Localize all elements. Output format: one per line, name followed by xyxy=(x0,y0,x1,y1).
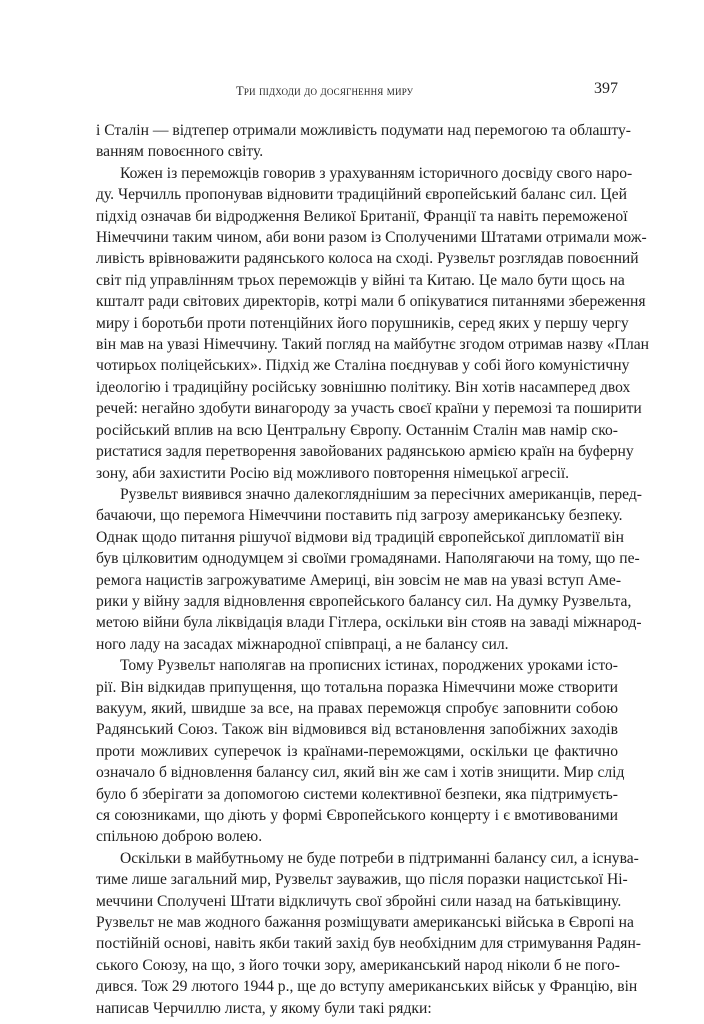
paragraph xyxy=(96,848,641,1019)
text-line: ду. Черчилль пропонував відновити традиційний європейський баланс сил. Цей xyxy=(96,186,627,204)
text-line: рики у війну задля відновлення європейського балансу сил. На думку Рузвельта, xyxy=(96,592,632,610)
text-line: означало б відновлення балансу сил, який він же сам і хотів знищити. Мир слід xyxy=(96,764,625,782)
running-title: Три підходи до досягнення миру xyxy=(236,84,414,98)
text-line: ванням повоєнного світу. xyxy=(96,143,264,161)
text-line: російський вплив на всю Центральну Європу. Останнім Сталін мав намір ско- xyxy=(96,421,618,439)
text-line: був цілковитим однодумцем зі своїми громадянами. Наполягаючи на тому, що пе- xyxy=(96,550,640,568)
text-line: ського Союзу, на що, з його точки зору, американський народ ніколи б не пого- xyxy=(96,956,620,974)
text-line: проти можливих суперечок із країнами-переможцями, оскільки це фактично xyxy=(96,742,618,760)
text-line: вакуум, який, швидше за все, на правах переможця спробує заповнити собою xyxy=(96,699,618,717)
text-line: ідеологію і традиційну російську зовнішню політику. Він хотів насамперед двох xyxy=(96,378,631,396)
text-line: меччини Сполучені Штати відкличуть свої збройні сили назад на батьківщину. xyxy=(96,892,622,910)
text-line: чотирьох поліцейських». Підхід же Сталіна поєднував у собі його комуністичну xyxy=(96,357,630,375)
text-line: світ під управлінням трьох переможців у війні та Китаю. Це мало бути щось на xyxy=(96,271,625,289)
text-line: Рузвельт виявився значно далекогляднішим за пересічних американців, перед- xyxy=(120,485,642,503)
text-line: Радянський Союз. Також він відмовився від встановлення запобіжних заходів xyxy=(96,721,618,739)
text-line: Рузвельт не мав жодного бажання розміщувати американські війська в Європі на xyxy=(96,914,634,932)
text-line: Тому Рузвельт наполягав на прописних істинах, породжених уроками істо- xyxy=(120,657,618,675)
text-line: спільною доброю волею. xyxy=(96,828,263,846)
paragraph xyxy=(96,655,625,848)
text-line: бачаючи, що перемога Німеччини поставить під загрозу американську безпеку. xyxy=(96,507,623,525)
text-line: тиме лише загальний мир, Рузвельт зауважив, що після поразки нацистської Ні- xyxy=(96,871,628,889)
text-line: миру і боротьби проти потенційних його порушників, серед яких у першу чергу xyxy=(96,314,629,332)
text-line: Кожен із переможців говорив з урахуванням історичного досвіду свого наро- xyxy=(120,164,633,182)
text-line: він мав на увазі Німеччину. Такий погляд на майбутнє згодом отримав назву «План xyxy=(96,336,650,354)
text-line: Німеччини таким чином, аби вони разом із Сполученими Штатами отримали мож- xyxy=(96,229,647,247)
page-number: 397 xyxy=(594,80,618,97)
text-line: речей: негайно здобути винагороду за участь своєї країни у перемозі та поширити xyxy=(96,400,642,418)
running-head xyxy=(96,80,618,104)
text-line: ного ладу на засадах міжнародної співпраці, а не балансу сил. xyxy=(96,635,509,653)
text-line: ристатися задля перетворення завойованих радянською армією країн на буферну xyxy=(96,443,634,461)
text-line: ремога нацистів загрожуватиме Америці, він зовсім не мав на увазі вступ Аме- xyxy=(96,571,622,589)
text-line: ливість врівноважити радянського колоса на сході. Рузвельт розглядав повоєнний xyxy=(96,250,639,268)
text-line: дився. Тож 29 лютого 1944 р., ще до вступу американських військ у Францію, він xyxy=(96,978,638,996)
text-line: було б зберігати за допомогою системи колективної безпеки, яка підтримуєть- xyxy=(96,785,618,803)
paragraph xyxy=(96,163,650,484)
text-line: ся союзниками, що діють у формі Європейського концерту і є вмотивованими xyxy=(96,807,618,824)
text-line: і Сталін — відтепер отримали можливість подумати над перемогою та облашту- xyxy=(96,122,631,139)
body-text xyxy=(96,120,650,1019)
text-line: метою війни була ліквідація влади Гітлера, оскільки він стояв на заваді міжнарод- xyxy=(96,614,642,632)
text-line: Однак щодо питання рішучої відмови від традицій європейської дипломатії він xyxy=(96,528,624,546)
text-line: зону, аби захистити Росію від можливого повторення німецької агресії. xyxy=(96,464,570,482)
paragraph xyxy=(96,484,642,655)
paragraph xyxy=(96,120,631,163)
text-line: Оскільки в майбутньому не буде потреби в підтриманні балансу сил, а існува- xyxy=(120,849,639,867)
text-line: постійній основі, навіть якби такий захід був необхідним для стримування Радян- xyxy=(96,935,641,953)
text-line: рії. Він відкидав припущення, що тотальна поразка Німеччини може створити xyxy=(96,678,618,696)
text-line: підхід означав би відродження Великої Британії, Франції та навіть переможеної xyxy=(96,207,628,225)
text-line: написав Черчиллю листа, у якому були такі рядки: xyxy=(96,999,432,1017)
text-line: кшталт ради світових директорів, котрі мали б опікуватися питаннями збереження xyxy=(96,293,646,311)
